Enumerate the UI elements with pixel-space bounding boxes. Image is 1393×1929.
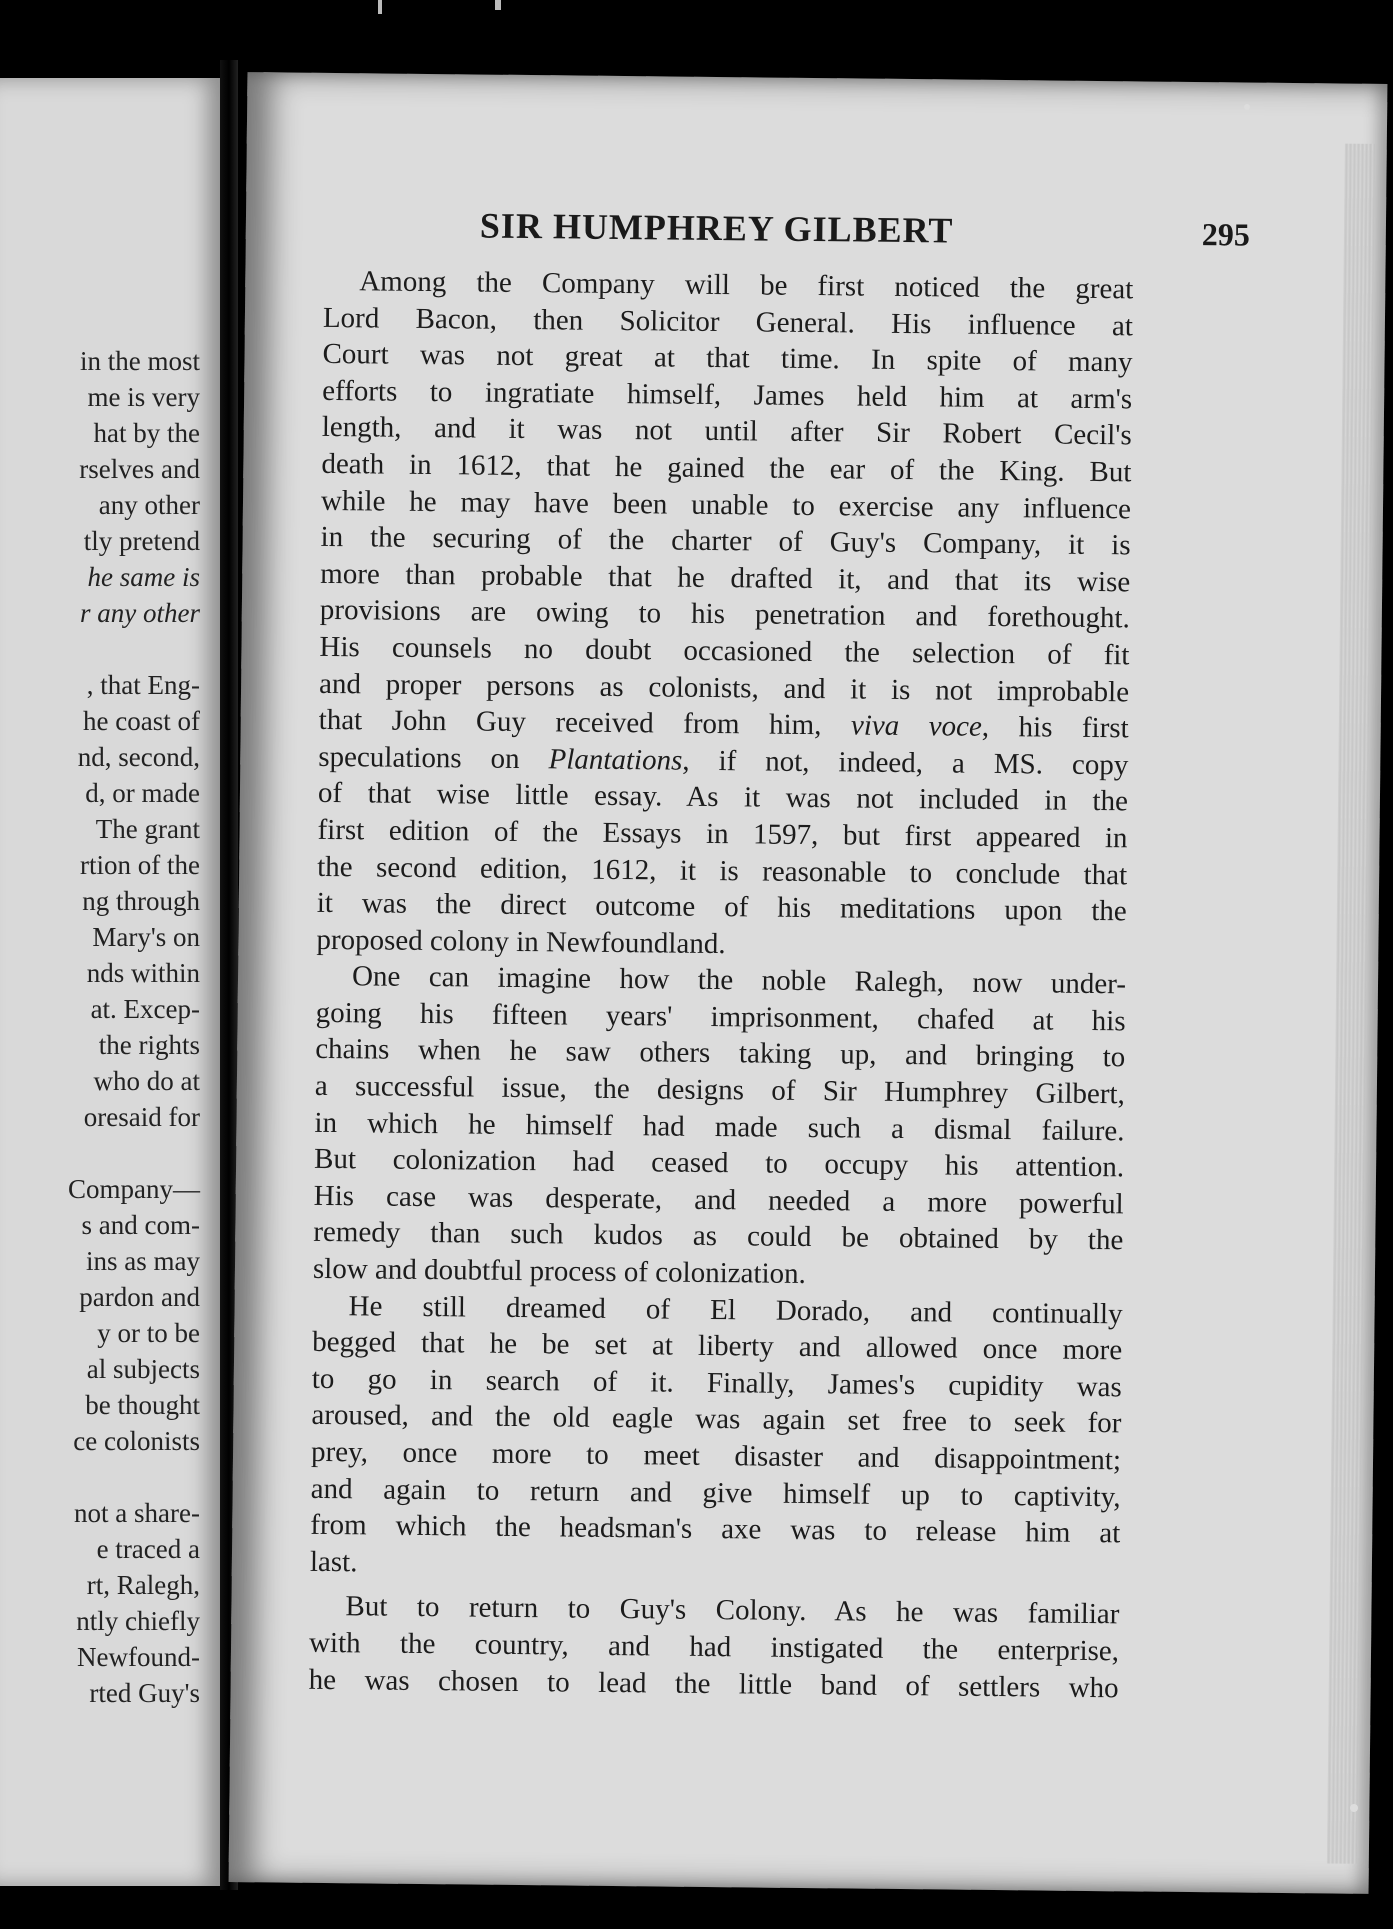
- left-page-line: e traced a: [96, 1534, 200, 1564]
- text-line: last.: [309, 1545, 358, 1579]
- text-line: begged that he be set at liberty and allowed once more: [312, 1326, 1123, 1367]
- left-page-line: me is very: [87, 382, 200, 412]
- text-line: chains when he saw others taking up, and bringing to: [315, 1033, 1126, 1074]
- text-line: the second edition, 1612, it is reasonable to conclude that: [317, 850, 1128, 891]
- text-line: death in 1612, that he gained the ear of the King. But: [321, 447, 1132, 489]
- running-head: [480, 205, 1250, 263]
- scan-artifact: [495, 0, 501, 10]
- text-line: and again to return and give himself up to captivity,: [310, 1472, 1121, 1513]
- text-line: efforts to ingratiate himself, James held him at arm's: [322, 374, 1133, 416]
- left-page-line: ntly chiefly: [76, 1606, 200, 1636]
- text-line: prey, once more to meet disaster and disappointment;: [310, 1435, 1122, 1477]
- text-line: length, and it was not until after Sir Robert Cecil's: [321, 411, 1132, 452]
- left-page-line: rtion of the: [80, 850, 200, 880]
- text-line: in the securing of the charter of Guy's Company, it is: [320, 521, 1131, 562]
- left-facing-page: [0, 78, 226, 1886]
- italic-phrase: Plantations: [548, 742, 683, 777]
- left-page-line: oresaid for: [83, 1102, 200, 1132]
- left-page-line: any other: [98, 490, 200, 520]
- text-run: , if not, indeed, a MS. copy: [682, 744, 1129, 782]
- text-line: remedy than such kudos as could be obtained by the: [313, 1216, 1124, 1257]
- text-line: proposed colony in Newfoundland.: [316, 923, 726, 960]
- left-page-line: al subjects: [86, 1354, 200, 1384]
- left-page-line: nds within: [86, 958, 200, 988]
- left-page-line: , that Eng-: [86, 670, 200, 700]
- text-line: first edition of the Essays in 1597, but first appeared in: [317, 813, 1128, 855]
- scan-artifact: [378, 0, 382, 14]
- left-page-line: in the most: [80, 346, 200, 376]
- text-line: more than probable that he drafted it, and that its wise: [320, 557, 1131, 599]
- text-line: He still dreamed of El Dorado, and continually: [348, 1289, 1123, 1330]
- text-line: aroused, and the old eagle was again set free to seek for: [311, 1399, 1122, 1440]
- text-line: One can imagine how the noble Ralegh, now under-: [351, 960, 1127, 1001]
- text-line: with the country, and had instigated the enterprise,: [308, 1626, 1120, 1668]
- body-text: [308, 263, 1133, 1707]
- left-page-line: ins as may: [86, 1246, 200, 1276]
- text-line: Lord Bacon, then Solicitor General. His influence at: [322, 301, 1134, 342]
- text-line: provisions are owing to his penetration and forethought.: [319, 594, 1131, 635]
- text-line: from which the headsman's axe was to release him at: [310, 1509, 1121, 1550]
- left-page-line: rselves and: [79, 454, 200, 484]
- text-line: Among the Company will be first noticed the great: [359, 265, 1134, 306]
- text-line: to go in search of it. Finally, James's cupidity was: [311, 1362, 1122, 1404]
- left-page-line: rted Guy's: [89, 1678, 200, 1708]
- right-page: [229, 72, 1388, 1894]
- left-page-line: the rights: [98, 1030, 200, 1060]
- left-page-line: s and com-: [81, 1210, 200, 1240]
- text-line: But colonization had ceased to occupy his attention.: [313, 1143, 1125, 1184]
- running-title: SIR HUMPHREY GILBERT: [479, 205, 954, 251]
- left-page-line: ce colonists: [73, 1426, 200, 1456]
- left-page-line: be thought: [85, 1390, 200, 1420]
- left-page-line: nd, second,: [77, 742, 200, 772]
- left-page-line: hat by the: [93, 418, 200, 448]
- scan-speck: [1350, 1804, 1358, 1812]
- text-line: while he may have been unable to exercise any influence: [320, 484, 1132, 525]
- left-page-line: Newfound-: [77, 1642, 200, 1672]
- text-line: he was chosen to lead the little band of settlers who: [308, 1663, 1119, 1704]
- text-line: His counsels no doubt occasioned the selection of fit: [319, 630, 1130, 672]
- text-run: that John Guy received from him,: [318, 703, 852, 742]
- left-page-line: Mary's on: [92, 922, 200, 952]
- text-line: it was the direct outcome of his meditations upon the: [316, 886, 1127, 928]
- text-run: speculations on: [318, 740, 549, 775]
- text-line: going his fifteen years' imprisonment, chafed at his: [315, 996, 1126, 1038]
- left-page-line: pardon and: [79, 1282, 200, 1312]
- text-line: Court was not great at that time. In spite of many: [322, 338, 1133, 379]
- left-page-line: at. Excep-: [90, 994, 200, 1024]
- left-page-line: he coast of: [83, 706, 200, 736]
- left-page-line: he same is: [87, 562, 200, 592]
- text-line: slow and doubtful process of colonization.: [312, 1252, 807, 1291]
- left-page-line: who do at: [93, 1066, 200, 1096]
- left-page-line: y or to be: [97, 1318, 200, 1348]
- left-page-line: not a share-: [74, 1498, 200, 1528]
- left-page-line: rt, Ralegh,: [86, 1570, 200, 1600]
- text-run: , his first: [981, 710, 1129, 745]
- left-page-line: d, or made: [85, 778, 200, 808]
- page-number: 295: [1201, 216, 1251, 253]
- page-edges: [1327, 144, 1375, 1864]
- left-page-line: tly pretend: [83, 526, 200, 556]
- text-line: of that wise little essay. As it was not included in the: [317, 777, 1129, 818]
- left-page-line: r any other: [80, 598, 200, 628]
- italic-phrase: viva voce: [850, 709, 983, 743]
- text-line: in which he himself had made such a dismal failure.: [314, 1106, 1125, 1147]
- scan-speck: [1244, 104, 1250, 110]
- text-line: and proper persons as colonists, and it is not improbable: [318, 667, 1130, 708]
- text-line: But to return to Guy's Colony. As he was familiar: [345, 1590, 1120, 1631]
- left-page-line: The grant: [95, 814, 200, 844]
- left-page-line: ng through: [82, 886, 200, 916]
- left-page-line: Company—: [68, 1174, 200, 1204]
- text-line: a successful issue, the designs of Sir Humphrey Gilbert,: [314, 1069, 1126, 1111]
- text-line: His case was desperate, and needed a more powerful: [313, 1179, 1124, 1221]
